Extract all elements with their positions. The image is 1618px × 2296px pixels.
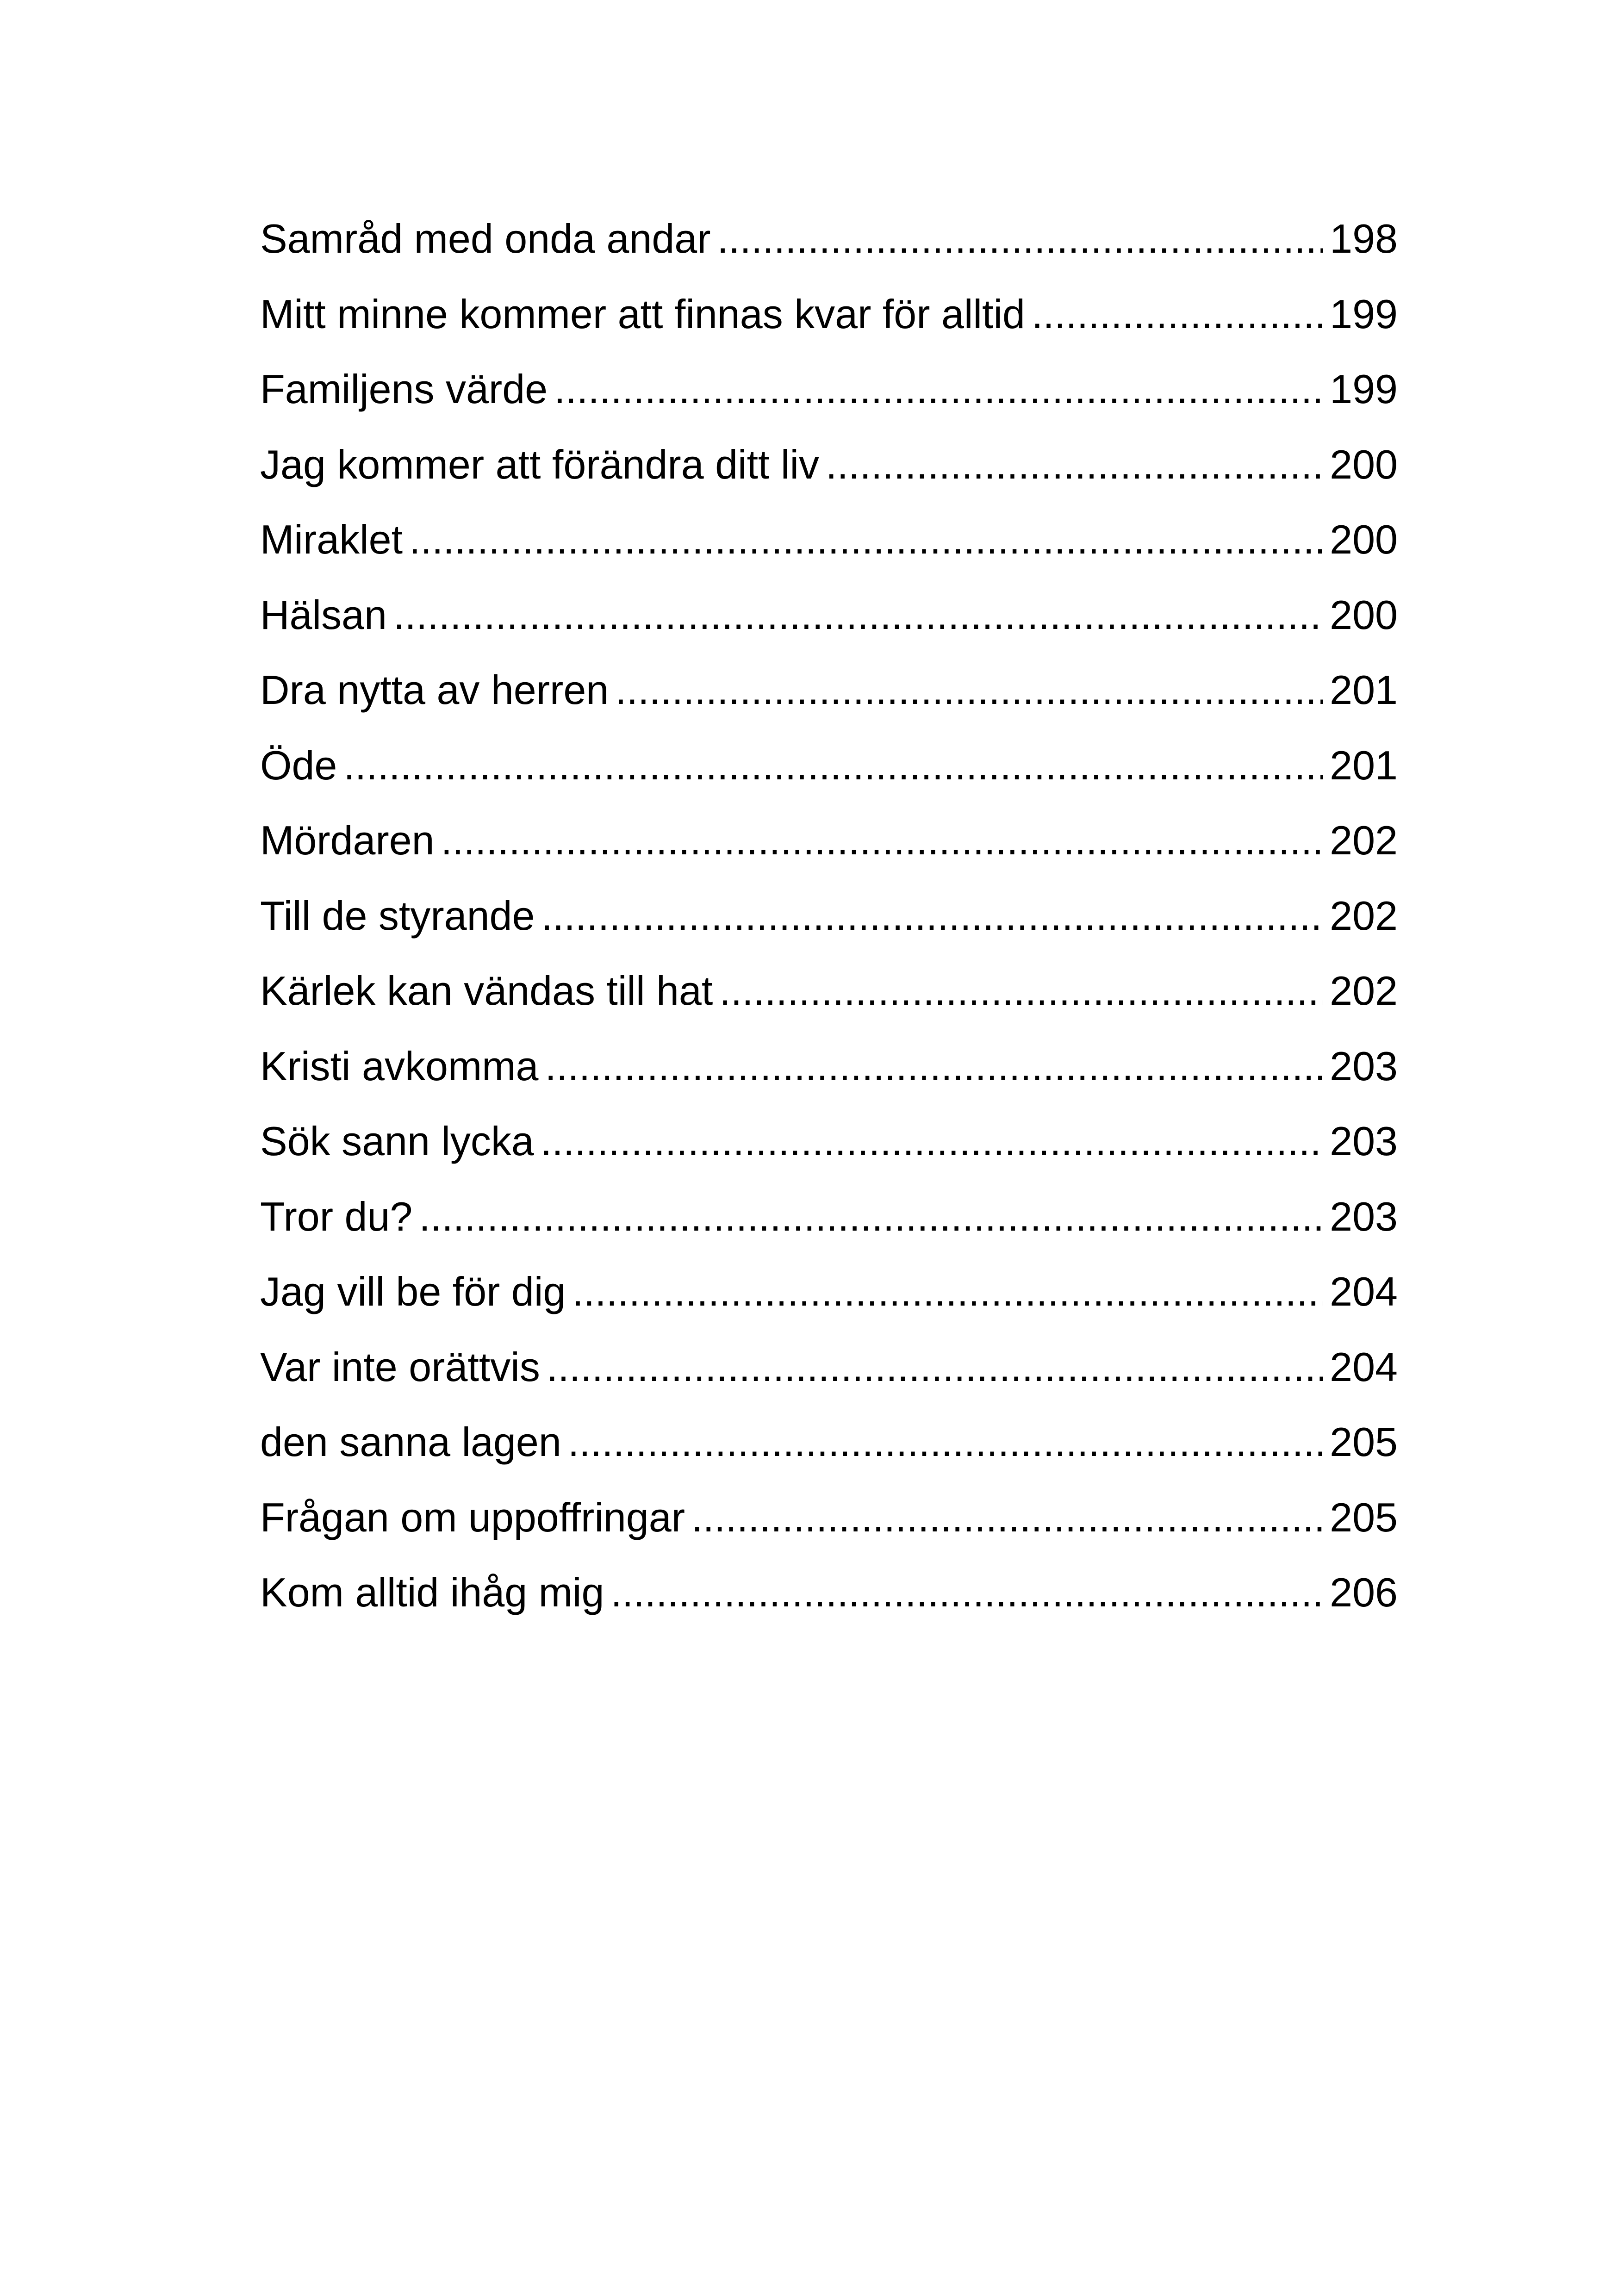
toc-entry-page: 204 — [1330, 1344, 1398, 1390]
toc-dot-leader — [717, 201, 1324, 277]
toc-entry — [260, 953, 1398, 1029]
toc-dot-leader — [554, 352, 1323, 427]
toc-entry — [260, 352, 1398, 427]
toc-entry-title: Dra nytta av herren — [260, 667, 609, 713]
toc-entry-page: 198 — [1330, 216, 1398, 261]
toc-entry-title: Hälsan — [260, 591, 387, 638]
toc-entry-page: 202 — [1330, 817, 1398, 863]
toc-entry-page: 203 — [1330, 1043, 1398, 1089]
toc-entry-page: 203 — [1330, 1118, 1398, 1164]
toc-dot-leader — [610, 1555, 1323, 1630]
toc-entry-title: Mitt minne kommer att finnas kvar för alltid — [260, 291, 1025, 337]
toc-entry-title: Frågan om uppoffringar — [260, 1494, 685, 1540]
toc-dot-leader — [1032, 277, 1323, 352]
toc-dot-leader — [545, 1029, 1323, 1104]
toc-dot-leader — [691, 1480, 1323, 1556]
toc-dot-leader — [441, 803, 1324, 878]
toc-entry — [260, 1179, 1398, 1255]
toc-entry-page: 200 — [1330, 516, 1398, 562]
toc-entry-title: Kärlek kan vändas till hat — [260, 968, 713, 1014]
toc-entry-title: Jag vill be för dig — [260, 1269, 566, 1314]
toc-entry-title: Sök sann lycka — [260, 1118, 534, 1164]
toc-dot-leader — [572, 1254, 1323, 1330]
toc-dot-leader — [541, 878, 1323, 954]
toc-dot-leader — [343, 728, 1323, 803]
toc-dot-leader — [541, 1104, 1323, 1179]
toc-entry — [260, 427, 1398, 503]
toc-entry — [260, 1029, 1398, 1104]
toc-entry-page: 205 — [1330, 1419, 1398, 1465]
toc-entry — [260, 728, 1398, 803]
toc-entry — [260, 1555, 1398, 1630]
toc-entry — [260, 1405, 1398, 1480]
toc-entry-page: 206 — [1330, 1569, 1398, 1615]
toc-dot-leader — [547, 1330, 1323, 1405]
table-of-contents — [260, 201, 1398, 1630]
toc-entry-page: 205 — [1330, 1494, 1398, 1540]
toc-entry-page: 200 — [1330, 441, 1398, 487]
toc-entry — [260, 653, 1398, 728]
toc-dot-leader — [719, 953, 1323, 1029]
toc-dot-leader — [409, 502, 1323, 578]
toc-entry-title: Jag kommer att förändra ditt liv — [260, 441, 820, 487]
toc-dot-leader — [826, 427, 1323, 503]
toc-entry-title: Mördaren — [260, 817, 435, 863]
toc-dot-leader — [615, 653, 1323, 728]
toc-entry-title: Familjens värde — [260, 366, 548, 412]
toc-entry-title: Samråd med onda andar — [260, 216, 711, 261]
toc-entry-title: den sanna lagen — [260, 1419, 561, 1465]
toc-entry-title: Tror du? — [260, 1193, 413, 1239]
toc-entry-title: Miraklet — [260, 516, 403, 562]
toc-entry-title: Kom alltid ihåg mig — [260, 1569, 604, 1615]
toc-entry-title: Öde — [260, 742, 337, 788]
toc-dot-leader — [393, 578, 1323, 653]
toc-entry-page: 203 — [1330, 1193, 1398, 1239]
toc-entry-title: Kristi avkomma — [260, 1043, 539, 1089]
toc-entry — [260, 502, 1398, 578]
toc-entry-page: 204 — [1330, 1269, 1398, 1314]
toc-entry-page: 201 — [1330, 742, 1398, 788]
toc-entry-title: Till de styrande — [260, 892, 535, 939]
toc-entry — [260, 1104, 1398, 1179]
toc-entry-page: 202 — [1330, 968, 1398, 1014]
toc-entry-page: 199 — [1330, 366, 1398, 412]
toc-entry-page: 199 — [1330, 291, 1398, 337]
toc-dot-leader — [419, 1179, 1323, 1255]
toc-entry-page: 201 — [1330, 667, 1398, 713]
toc-entry — [260, 1254, 1398, 1330]
toc-entry — [260, 1480, 1398, 1556]
toc-entry-title: Var inte orättvis — [260, 1344, 540, 1390]
toc-entry-page: 202 — [1330, 892, 1398, 939]
toc-dot-leader — [568, 1405, 1323, 1480]
toc-entry — [260, 1330, 1398, 1405]
toc-entry — [260, 201, 1398, 277]
toc-entry — [260, 578, 1398, 653]
toc-entry — [260, 878, 1398, 954]
toc-entry — [260, 803, 1398, 878]
toc-entry-page: 200 — [1330, 591, 1398, 638]
toc-entry — [260, 277, 1398, 352]
